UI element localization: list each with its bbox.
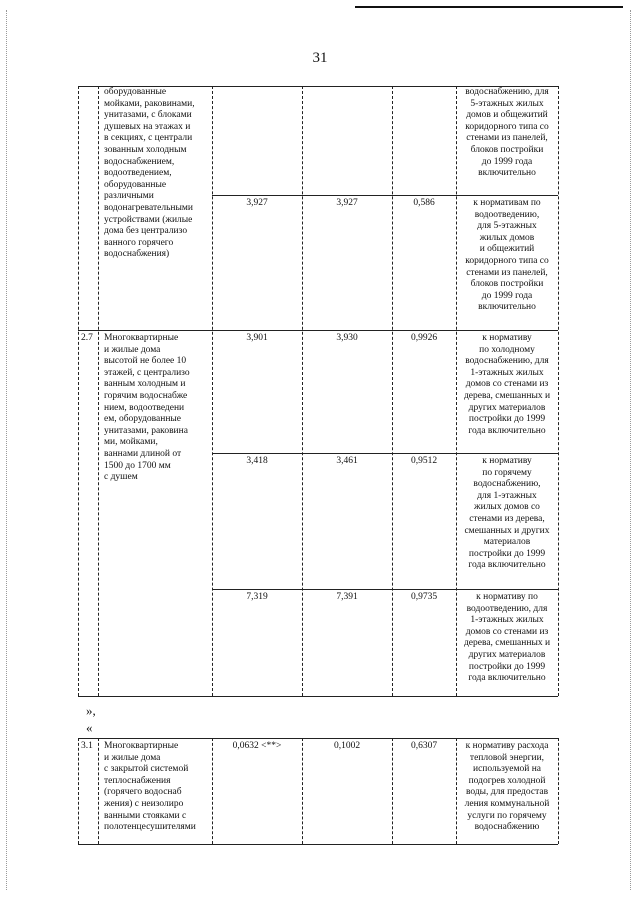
row-description: оборудованные мойками, раковинами, унитазами, с блоками душевых на этажах и в секциях, с централи зованным холодным водоснабжением, водоотведением, оборудованные различными водонагревательными устройствами (жилые дома без централизо ванного горячего водоснабжения) xyxy=(104,87,195,260)
row-note: к нормативу по горячему водоснабжению, для 1-этажных жилых домов со стенами из дерева, смешанных и других материалов постройки до 1999 года включительно xyxy=(464,456,550,571)
table-border xyxy=(392,86,393,696)
table-border xyxy=(98,738,99,844)
value-1: 3,927 xyxy=(246,198,268,208)
table-border xyxy=(78,330,558,331)
closing-quote: », xyxy=(86,703,96,718)
table-border xyxy=(212,453,558,454)
row-description: Многоквартирные и жилые дома с закрытой системой теплоснабжения (горячего водоснаб жения) с неизолиро ванными стояками с полотенцесушителями xyxy=(104,741,196,833)
row-note: водоснабжению, для 5-этажных жилых домов и общежитий коридорного типа со стенами из панелей, блоков постройки до 1999 года включительно xyxy=(465,87,549,179)
table-border xyxy=(78,738,558,739)
row-description: Многоквартирные и жилые дома высотой не более 10 этажей, с централизо ванным холодным и горячим водоснабже нием, водоотведени ем, оборудованные унитазами, раковина ми, мойками, ваннами длиной от 1500 до 1700 мм с душем xyxy=(104,333,190,483)
row-note: к нормативу расхода тепловой энергии, используемой на подогрев холодной воды, для предостав ления коммунальной услуги по горячему водоснабжению xyxy=(464,741,550,833)
value-3: 0,9926 xyxy=(410,333,438,343)
value-2: 3,927 xyxy=(336,198,358,208)
value-1: 0,0632 <**> xyxy=(232,741,282,751)
left-scan-edge xyxy=(6,10,7,890)
value-2: 3,930 xyxy=(336,333,358,343)
row-note: к нормативу по водоотведению, для 1-этажных жилых домов со стенами из дерева, смешанных и других материалов постройки до 1999 года включительно xyxy=(463,592,551,684)
value-1: 3,418 xyxy=(246,456,268,466)
top-scan-line xyxy=(355,6,623,8)
table-border xyxy=(212,195,558,196)
value-2: 3,461 xyxy=(336,456,358,466)
value-3: 0,6307 xyxy=(410,741,438,751)
table-border xyxy=(558,86,559,696)
value-2: 7,391 xyxy=(336,592,358,602)
row-number: 3.1 xyxy=(81,741,93,751)
value-3: 0,586 xyxy=(413,198,435,208)
value-1: 7,319 xyxy=(246,592,268,602)
table-border xyxy=(212,86,213,696)
table-border xyxy=(78,844,558,845)
value-3: 0,9735 xyxy=(410,592,438,602)
table-border xyxy=(558,738,559,844)
table-border xyxy=(98,86,99,696)
table-border xyxy=(302,86,303,696)
value-2: 0,1002 xyxy=(333,741,361,751)
table-border xyxy=(456,738,457,844)
row-number: 2.7 xyxy=(81,333,93,343)
opening-quote: « xyxy=(86,720,93,735)
table-border xyxy=(78,696,558,697)
value-1: 3,901 xyxy=(246,333,268,343)
table-border xyxy=(212,589,558,590)
table-border xyxy=(212,738,213,844)
value-3: 0,9512 xyxy=(410,456,438,466)
table-border xyxy=(456,86,457,696)
table-border xyxy=(78,738,79,844)
table-border xyxy=(302,738,303,844)
right-scan-edge xyxy=(630,10,631,890)
table-border xyxy=(78,86,79,696)
row-note: к нормативам по водоотведению, для 5-этажных жилых домов и общежитий коридорного типа со стенами из панелей, блоков постройки до 1999 года включительно xyxy=(465,198,549,313)
page-number: 31 xyxy=(312,50,328,66)
table-border xyxy=(392,738,393,844)
row-note: к нормативу по холодному водоснабжению, для 1-этажных жилых домов со стенами из дерева, смешанных и других материалов постройки до 1999 года включительно xyxy=(463,333,551,436)
